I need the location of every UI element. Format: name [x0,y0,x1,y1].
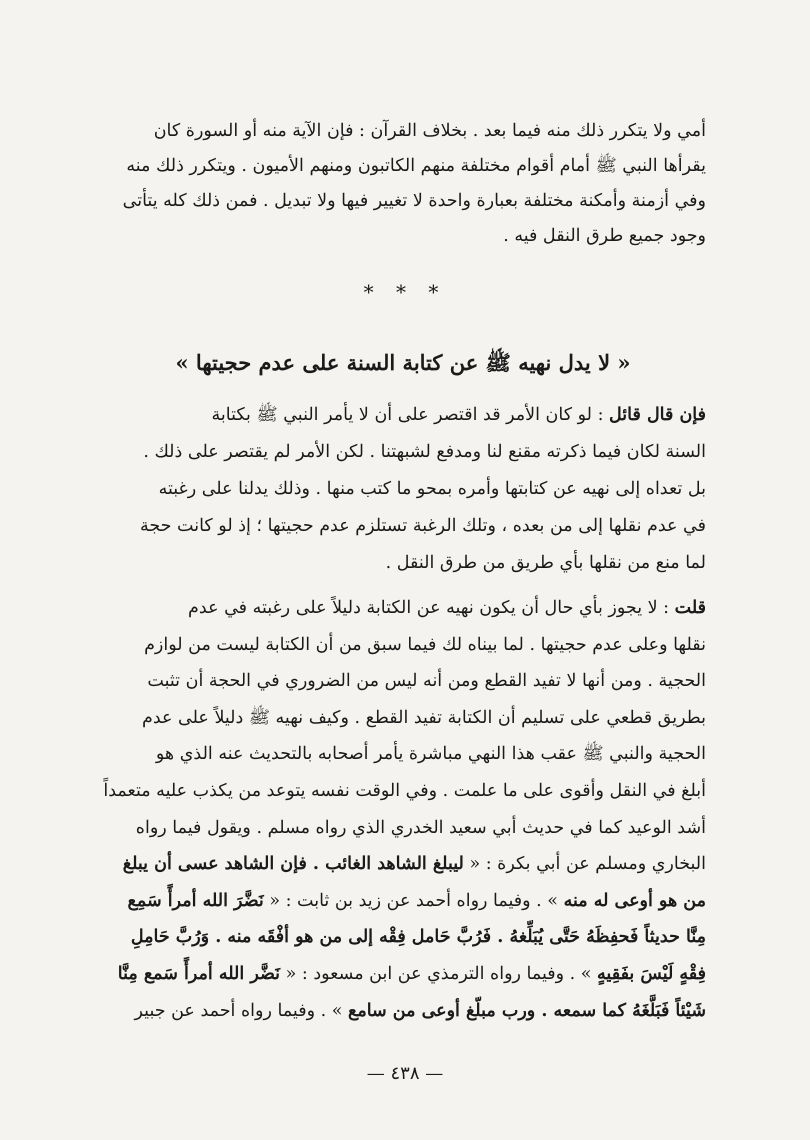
section-separator: * * * [363,280,447,304]
text-line: أشد الوعيد كما في حديث أبي سعيد الخدري الذي رواه مسلم . ويقول فيما رواه [135,817,706,838]
text-line: السنة لكان فيما ذكرته مقنع لنا ومدفع لشبهتنا . لكن الأمر لم يقتصر على ذلك . [143,442,706,462]
text-line: نقلها وعلى عدم حجيتها . لما بيناه لك فيما سبق من أن الكتابة ليست من لوازم [144,634,706,655]
section-heading: « لا يدل نهيه ﷺ عن كتابة السنة على عدم حجيتها » [175,350,631,375]
text-line [100,846,706,883]
response-first-line: : لا يجوز بأي حال أن يكون نهيه عن الكتابة دليلاً على رغبته في عدم [188,598,675,618]
hadith-quote: نَضَّرَ الله أمرأً سَمِع [127,890,264,911]
objection-lead: فإن قال قائل [609,405,706,425]
text-line: أمي ولا يتكرر ذلك منه فيما بعد . بخلاف القرآن : فإن الآية منه أو السورة كان [153,121,706,141]
hadith-quote: نَضَّر الله أمرأً سَمع مِنَّا [117,963,281,984]
text-line: في عدم نقلها إلى من بعده ، وتلك الرغبة تستلزم عدم حجيتها ؛ إذ لو كانت حجة [139,516,706,536]
text-line [100,590,706,627]
page-number: — ٤٣٨ — [366,1063,444,1084]
text-line: وفي أزمنة وأمكنة مختلفة بعبارة واحدة لا تغيير فيها ولا تبديل . فمن ذلك كله يتأتى [122,191,706,211]
text-line: الحجية . ومن أنها لا تفيد القطع ومن أنه ليس من الضروري في الحجة أن تثبت [147,671,706,692]
text-line: لما منع من نقلها بأي طريق من طرق النقل . [385,553,706,573]
text-line: يقرأها النبي ﷺ أمام أقوام مختلفة منهم الكاتبون ومنهم الأميون . ويتكرر ذلك منه [126,156,706,176]
response-paragraph [100,590,706,1029]
text-line: أبلغ في النقل وأقوى على ما علمت . وفي الوقت نفسه يتوعد من يكذب عليه متعمداً [103,780,706,801]
text-line: وجود جميع طرق النقل فيه . [503,226,706,246]
hadith-intro: البخاري ومسلم عن أبي بكرة : « [463,854,706,875]
hadith-quote: من هو أوعى له منه [563,890,706,911]
text-line [100,956,706,993]
text-line [100,397,706,434]
hadith-intro: » . وفيما رواه أحمد عن زيد بن ثابت : « [263,890,564,911]
intro-paragraph [100,114,706,254]
text-line: بطريق قطعي على تسليم أن الكتابة تفيد القطع . وكيف نهيه ﷺ دليلاً على عدم [142,707,706,728]
hadith-quote-line: مِنَّا حديثاً فَحفِظَهُ حَتَّى يُبَلِّغهُ . فَرُبَّ حَامل فِقْه إلى من هو أفْقَه منه . وَرُبَّ حَامِلِ [130,927,706,948]
hadith-quote: شَيْئاً فَبَلَّغَهُ كما سمعه . ورب مبلّغ أوعى من سامع [348,1000,706,1021]
response-lead: قلت [674,598,706,618]
hadith-quote: ليبلغ الشاهد الغائب . فإن الشاهد عسى أن يبلغ [122,854,464,875]
hadith-intro: » . وفيما رواه أحمد عن جبير [134,1000,348,1021]
text-line: الحجية والنبي ﷺ عقب هذا النهي مباشرة يأمر أصحابه بالتحديث عنه الذي هو [155,744,706,765]
text-line: بل تعداه إلى نهيه عن كتابتها وأمره بمحو ما كتب منها . وذلك يدلنا على رغبته [158,479,706,499]
text-line [100,993,706,1030]
text-line [100,883,706,920]
hadith-intro: » . وفيما رواه الترمذي عن ابن مسعود : « [280,963,598,984]
objection-paragraph [100,397,706,582]
hadith-quote: فِقْهٍ لَيْسَ بفَقِيهٍ [597,963,706,984]
objection-first-line: : لو كان الأمر قد اقتصر على أن لا يأمر النبي ﷺ بكتابة [211,405,610,425]
